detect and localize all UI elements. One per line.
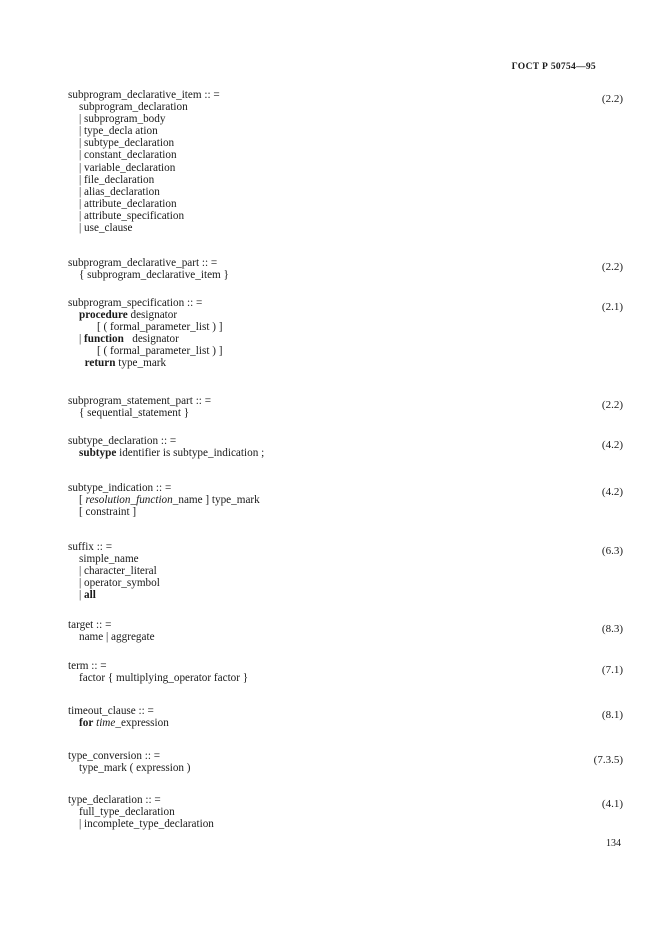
- rule-line: [68, 222, 623, 234]
- rule-line: [68, 198, 623, 210]
- section-reference: (2.1): [601, 301, 623, 313]
- rule-head: suffix :: =: [68, 541, 113, 553]
- rule-line: [68, 762, 623, 774]
- rule-line: [68, 137, 623, 149]
- grammar-rule: [68, 619, 623, 643]
- rule-head: type_conversion :: =: [68, 750, 161, 762]
- rule-text: | variable_declaration: [79, 161, 176, 174]
- rule-line: [68, 309, 623, 321]
- rule-line: [68, 345, 623, 357]
- rule-line: [68, 553, 623, 565]
- section-reference: (8.3): [601, 623, 623, 635]
- rule-text: factor { multiplying_operator factor }: [79, 672, 249, 685]
- rule-text: subprogram_declaration: [79, 101, 188, 114]
- rule-line: [68, 631, 623, 643]
- rule-text: _name ] type_mark: [172, 494, 260, 507]
- italic-prefix: time: [96, 717, 116, 730]
- grammar-rule: [68, 89, 623, 234]
- rule-text: | attribute_specification: [79, 209, 185, 222]
- rule-text: | file_declaration: [79, 173, 155, 186]
- rule-text: designator: [123, 333, 179, 346]
- rule-text: type_mark ( expression ): [79, 762, 191, 775]
- keyword: all: [84, 589, 96, 602]
- rule-line: [68, 589, 623, 601]
- rule-head: subprogram_declarative_item :: =: [68, 89, 220, 101]
- rule-head: subtype_declaration :: =: [68, 435, 177, 447]
- grammar-rule: [68, 705, 623, 729]
- section-reference: (4.2): [601, 486, 623, 498]
- rule-text: [ ( formal_parameter_list ) ]: [97, 345, 223, 358]
- section-reference: (4.1): [601, 798, 623, 810]
- grammar-rule: [68, 257, 623, 281]
- rule-head: timeout_clause :: =: [68, 705, 154, 717]
- rule-line: [68, 494, 623, 506]
- keyword: for: [79, 717, 94, 730]
- rule-text: [: [79, 494, 86, 507]
- section-reference: (2.2): [601, 261, 623, 273]
- rule-text: | alias_declaration: [79, 185, 160, 198]
- page-header: ГОСТ Р 50754—95: [511, 62, 596, 72]
- rule-text: | attribute_declaration: [79, 197, 177, 210]
- section-reference: (2.2): [601, 93, 623, 105]
- grammar-rule: [68, 660, 623, 684]
- rule-text: { subprogram_declarative_item }: [79, 269, 229, 282]
- rule-line: [68, 357, 623, 369]
- rule-text: type_mark: [115, 357, 167, 370]
- rule-text: | constant_declaration: [79, 149, 177, 162]
- rule-line: [68, 149, 623, 161]
- rule-text: | type_decla ation: [79, 125, 158, 138]
- rule-line: [68, 717, 623, 729]
- rule-head: term :: =: [68, 660, 107, 672]
- rule-line: [68, 506, 623, 518]
- rule-text: { sequential_statement }: [79, 407, 190, 420]
- rule-text: name | aggregate: [79, 631, 155, 644]
- rule-head: subprogram_declarative_part :: =: [68, 257, 218, 269]
- rule-line: [68, 565, 623, 577]
- rule-line: [68, 269, 623, 281]
- rule-head: subprogram_specification :: =: [68, 297, 203, 309]
- grammar-rule: [68, 482, 623, 518]
- rule-line: [68, 101, 623, 113]
- grammar-rule: [68, 794, 623, 830]
- keyword: subtype: [79, 447, 117, 460]
- rule-line: [68, 447, 623, 459]
- rule-text: | incomplete_type_declaration: [79, 818, 214, 831]
- rule-text: _expression: [115, 717, 169, 730]
- rule-head: subtype_indication :: =: [68, 482, 172, 494]
- rule-line: [68, 125, 623, 137]
- grammar-rule: [68, 541, 623, 601]
- page-number: 134: [606, 838, 621, 849]
- section-reference: (4.2): [601, 439, 623, 451]
- rule-head: type_declaration :: =: [68, 794, 161, 806]
- rule-line: [68, 113, 623, 125]
- rule-text: [ ( formal_parameter_list ) ]: [97, 321, 223, 334]
- rule-line: [68, 577, 623, 589]
- rule-text: [ constraint ]: [79, 506, 137, 519]
- rule-text: | subtype_declaration: [79, 137, 175, 150]
- keyword: function: [84, 333, 124, 346]
- grammar-rule: [68, 297, 623, 370]
- rule-text: | use_clause: [79, 222, 133, 235]
- grammar-rule: [68, 395, 623, 419]
- rule-text: | character_literal: [79, 565, 157, 578]
- rule-text: simple_name: [79, 553, 139, 566]
- section-reference: (2.2): [601, 399, 623, 411]
- italic-prefix: resolution_function: [85, 494, 173, 507]
- section-reference: (8.1): [601, 709, 623, 721]
- section-reference: (7.1): [601, 664, 623, 676]
- rule-text: | subprogram_body: [79, 113, 166, 126]
- rule-line: [68, 407, 623, 419]
- rule-text: |: [79, 333, 85, 346]
- grammar-rule: [68, 435, 623, 459]
- rule-line: [68, 806, 623, 818]
- grammar-rule: [68, 750, 623, 774]
- rule-text: full_type_declaration: [79, 806, 175, 819]
- rule-text: | operator_symbol: [79, 577, 160, 590]
- rule-line: [68, 162, 623, 174]
- rule-text: identifier is subtype_indication ;: [116, 447, 265, 460]
- rule-line: [68, 186, 623, 198]
- rule-head: subprogram_statement_part :: =: [68, 395, 212, 407]
- section-reference: (6.3): [601, 545, 623, 557]
- keyword: procedure: [79, 309, 128, 322]
- rule-line: [68, 672, 623, 684]
- rule-text: |: [79, 589, 85, 602]
- rule-line: [68, 174, 623, 186]
- rule-line: [68, 818, 623, 830]
- rule-line: [68, 210, 623, 222]
- rule-head: target :: =: [68, 619, 112, 631]
- keyword: return: [84, 357, 116, 370]
- rule-line: [68, 321, 623, 333]
- rule-line: [68, 333, 623, 345]
- section-reference: (7.3.5): [593, 754, 623, 766]
- rule-text: designator: [127, 309, 178, 322]
